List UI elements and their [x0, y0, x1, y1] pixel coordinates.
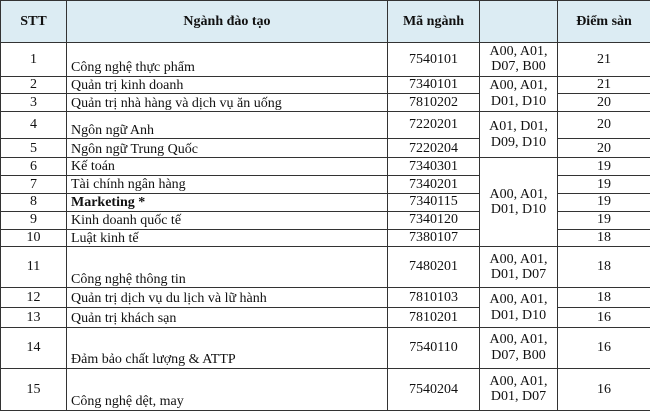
row-code: 7340115: [388, 193, 480, 211]
row-stt: 14: [1, 328, 67, 369]
header-combos: [480, 1, 558, 43]
row-combos: A00, A01, D01, D07: [480, 368, 558, 410]
row-combos: A00, A01, D01, D10: [480, 158, 558, 247]
row-score: 21: [558, 76, 650, 93]
table-row: [1, 112, 650, 139]
row-major: Công nghệ dệt, may: [67, 368, 388, 410]
row-code: 7810202: [388, 94, 480, 112]
row-major: Quản trị kinh doanh: [67, 76, 388, 93]
row-major: Ngôn ngữ Trung Quốc: [67, 139, 388, 158]
row-score: 21: [558, 43, 650, 77]
table-row: [1, 76, 650, 93]
row-stt: 2: [1, 76, 67, 93]
header-score: Điểm sàn: [558, 1, 650, 43]
table-row: [1, 247, 650, 288]
row-code: 7540110: [388, 328, 480, 369]
row-combos: A00, A01, D01, D10: [480, 288, 558, 328]
header-row: [1, 1, 650, 43]
row-major: Tài chính ngân hàng: [67, 176, 388, 194]
row-combos: A01, D01, D09, D10: [480, 112, 558, 158]
row-major: Kế toán: [67, 158, 388, 176]
row-stt: 3: [1, 94, 67, 112]
row-major: Công nghệ thực phẩm: [67, 43, 388, 77]
table-row: [1, 43, 650, 77]
row-combos: A00, A01, D01, D07: [480, 247, 558, 288]
table-row: [1, 368, 650, 410]
table-row: [1, 158, 650, 176]
row-score: 19: [558, 193, 650, 211]
row-code: 7540101: [388, 43, 480, 77]
row-score: 20: [558, 139, 650, 158]
row-stt: 9: [1, 211, 67, 229]
row-score: 20: [558, 112, 650, 139]
row-score: 19: [558, 158, 650, 176]
row-score: 18: [558, 288, 650, 308]
row-code: 7220201: [388, 112, 480, 139]
row-stt: 10: [1, 229, 67, 247]
row-score: 16: [558, 308, 650, 328]
row-score: 19: [558, 176, 650, 194]
row-score: 18: [558, 247, 650, 288]
row-score: 19: [558, 211, 650, 229]
row-major: Luật kinh tế: [67, 229, 388, 247]
row-code: 7810201: [388, 308, 480, 328]
row-code: 7380107: [388, 229, 480, 247]
row-stt: 6: [1, 158, 67, 176]
row-stt: 15: [1, 368, 67, 410]
row-score: 18: [558, 229, 650, 247]
row-stt: 1: [1, 43, 67, 77]
row-stt: 8: [1, 193, 67, 211]
row-code: 7810103: [388, 288, 480, 308]
row-score: 16: [558, 328, 650, 369]
row-major: Công nghệ thông tin: [67, 247, 388, 288]
row-major: Marketing *: [67, 193, 388, 211]
header-stt: STT: [1, 1, 67, 43]
row-code: 7540204: [388, 368, 480, 410]
row-major: Đảm bảo chất lượng & ATTP: [67, 328, 388, 369]
row-major: Quản trị dịch vụ du lịch và lữ hành: [67, 288, 388, 308]
table-row: [1, 288, 650, 308]
table-row: [1, 328, 650, 369]
header-major: Ngành đào tạo: [67, 1, 388, 43]
row-stt: 11: [1, 247, 67, 288]
row-stt: 7: [1, 176, 67, 194]
row-major: Quản trị nhà hàng và dịch vụ ăn uống: [67, 94, 388, 112]
row-combos: A00, A01, D07, B00: [480, 328, 558, 369]
row-code: 7340201: [388, 176, 480, 194]
row-major: Ngôn ngữ Anh: [67, 112, 388, 139]
header-code: Mã ngành: [388, 1, 480, 43]
row-score: 20: [558, 94, 650, 112]
row-code: 7340101: [388, 76, 480, 93]
row-stt: 12: [1, 288, 67, 308]
row-combos: A00, A01, D07, B00: [480, 43, 558, 77]
row-stt: 5: [1, 139, 67, 158]
row-score: 16: [558, 368, 650, 410]
row-stt: 13: [1, 308, 67, 328]
row-code: 7340120: [388, 211, 480, 229]
row-stt: 4: [1, 112, 67, 139]
row-major: Kinh doanh quốc tế: [67, 211, 388, 229]
row-code: 7220204: [388, 139, 480, 158]
row-code: 7340301: [388, 158, 480, 176]
row-major: Quản trị khách sạn: [67, 308, 388, 328]
row-combos: A00, A01, D01, D10: [480, 76, 558, 111]
row-code: 7480201: [388, 247, 480, 288]
